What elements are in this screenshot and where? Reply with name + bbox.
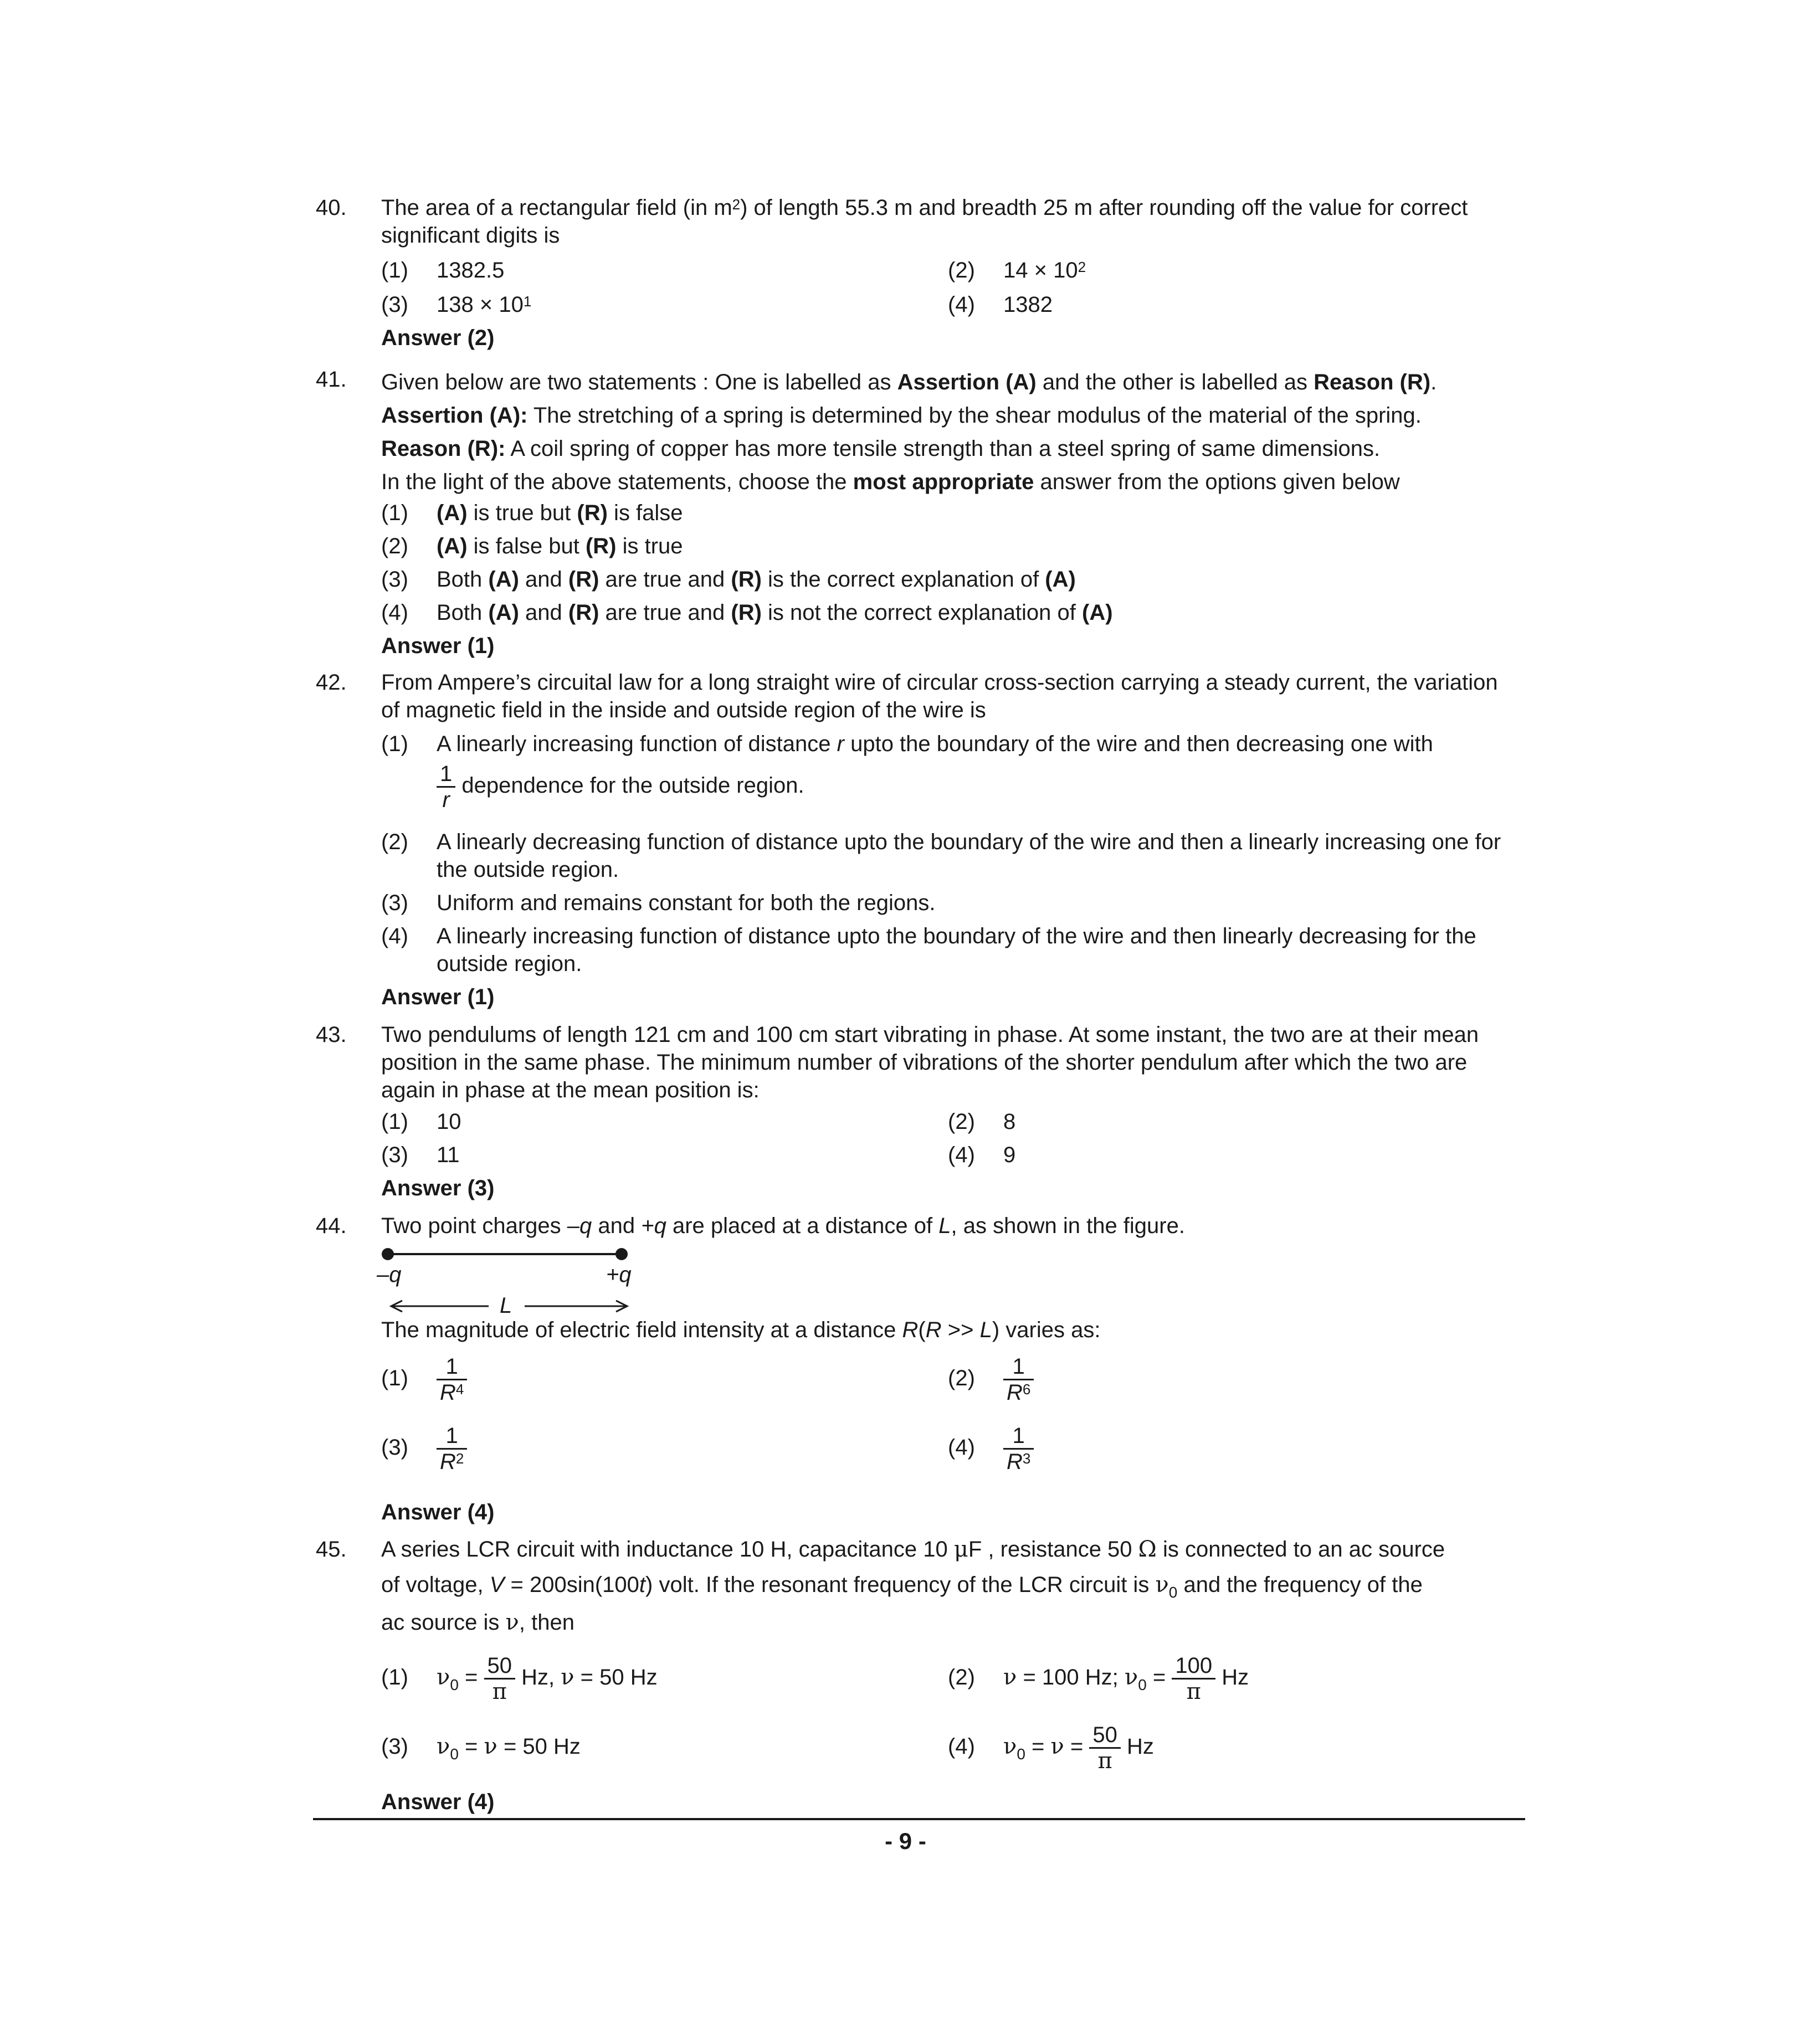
text-part: Both — [437, 567, 489, 592]
italic-var: R — [1007, 1380, 1023, 1405]
italic-var: t — [639, 1573, 646, 1597]
fraction — [1172, 1653, 1215, 1704]
question-text: From Ampere’s circuital law for a long straight wire of circular cross-section carrying a steady current, the variation of magnetic field in the inside and outside region of the wire is — [381, 670, 1498, 722]
statement-intro — [381, 366, 1522, 399]
text-part: = 50 Hz — [574, 1665, 658, 1689]
answer-label: Answer (4) — [381, 1500, 495, 1524]
assertion-label: Assertion (A): — [381, 403, 528, 428]
fraction-numerator: 1 — [1012, 1354, 1025, 1379]
text-part: A linearly increasing function of distance — [437, 732, 837, 756]
option-text: 138 × 10 — [437, 292, 524, 317]
italic-var: R — [902, 1318, 919, 1342]
instruction-line — [381, 465, 1522, 499]
bold-text: (A) — [437, 501, 468, 525]
italic-var: L — [938, 1214, 951, 1238]
option-1-continued — [381, 762, 1522, 817]
option-text: 8 — [1003, 1110, 1016, 1134]
fraction-denominator — [1003, 1379, 1034, 1405]
question-number: 45. — [316, 1537, 347, 1562]
bold-text: Assertion (A) — [897, 370, 1037, 394]
negative-charge-dot — [382, 1248, 394, 1260]
question-number: 40. — [316, 196, 347, 220]
option-number: (1) — [381, 732, 408, 756]
nu-symbol: ν — [1050, 1734, 1064, 1759]
options-row — [381, 1647, 1522, 1708]
nu-symbol: ν — [484, 1734, 497, 1759]
reason-label: Reason (R): — [381, 436, 506, 461]
text-part: is true but — [467, 501, 577, 525]
fraction — [1003, 1424, 1034, 1474]
text-part: Hz — [1215, 1665, 1249, 1689]
text-part: and — [519, 600, 568, 625]
bold-text: most appropriate — [853, 470, 1034, 494]
italic-var: +q — [641, 1214, 666, 1238]
option-number: (4) — [948, 1143, 975, 1167]
nu-symbol: ν — [1155, 1572, 1169, 1598]
option-number: (4) — [381, 924, 408, 948]
positive-charge-dot — [615, 1248, 628, 1260]
nu-symbol: ν — [561, 1665, 574, 1690]
superscript: 2 — [455, 1450, 464, 1467]
subscript: 0 — [450, 1745, 459, 1763]
bold-text: (R) — [568, 567, 599, 592]
text-line — [381, 1567, 1522, 1605]
subscript: 0 — [1168, 1584, 1178, 1601]
text-part: = — [1025, 1734, 1051, 1759]
fraction-denominator: r — [437, 786, 455, 812]
reason-text: A coil spring of copper has more tensile strength than a steel spring of same dimensions. — [505, 436, 1381, 461]
figure-label-distance: L — [500, 1293, 512, 1318]
superscript: 3 — [1022, 1450, 1031, 1467]
question-number: 41. — [316, 367, 347, 392]
option-number: (1) — [381, 258, 408, 283]
option-text: 10 — [437, 1110, 461, 1134]
option-text: 11 — [437, 1143, 460, 1167]
text-part: ( — [918, 1318, 926, 1342]
nu-symbol: ν — [1003, 1665, 1017, 1690]
fraction — [437, 1354, 467, 1405]
nu-symbol: ν — [437, 1734, 450, 1759]
text-part: answer from the options given below — [1034, 470, 1400, 494]
ohm-symbol: Ω — [1138, 1537, 1157, 1562]
text-part: is false but — [467, 534, 586, 558]
superscript: 4 — [455, 1380, 464, 1398]
fraction-denominator: π — [484, 1678, 516, 1704]
question-text — [381, 1212, 1522, 1240]
option-4 — [948, 289, 1053, 320]
text-line — [381, 1532, 1522, 1567]
text-part: are true and — [599, 567, 731, 592]
question-number: 44. — [316, 1214, 347, 1238]
text-part: is true — [616, 534, 683, 558]
option-number: (3) — [381, 1435, 408, 1460]
option-3 — [381, 1716, 581, 1779]
bold-text: (A) — [1082, 600, 1113, 625]
italic-var: R — [440, 1380, 456, 1405]
text-part: ac source is — [381, 1610, 506, 1635]
fraction-numerator: 100 — [1175, 1653, 1213, 1678]
text-part: In the light of the above statements, choose the — [381, 470, 853, 494]
fraction — [1003, 1354, 1034, 1405]
fraction-denominator — [1003, 1448, 1034, 1474]
option-text: 1382 — [1003, 292, 1053, 317]
bold-text: (A) — [437, 534, 468, 558]
fraction-denominator — [437, 1448, 467, 1474]
superscript: 2 — [732, 196, 741, 213]
answer-label: Answer (1) — [381, 634, 495, 658]
reason-line — [381, 432, 1522, 465]
text-part: = — [458, 1665, 484, 1689]
option-number: (4) — [948, 1734, 975, 1759]
option-2 — [948, 255, 1086, 286]
option-number: (1) — [381, 501, 408, 525]
fraction — [484, 1653, 516, 1704]
text-part: = 100 Hz; — [1017, 1665, 1125, 1689]
italic-var: V — [489, 1573, 505, 1597]
text-line — [381, 1605, 1522, 1640]
fraction-denominator: π — [1089, 1747, 1121, 1773]
text-part: is false — [607, 501, 683, 525]
text-part: Hz — [1120, 1734, 1154, 1759]
bold-text: (A) — [1045, 567, 1076, 592]
answer-label: Answer (4) — [381, 1790, 495, 1814]
text-part: Both — [437, 600, 489, 625]
nu-symbol: ν — [1124, 1665, 1138, 1690]
page-number: - 9 - — [885, 1828, 926, 1854]
text-part: is not the correct explanation of — [761, 600, 1083, 625]
text-part: dependence for the outside region. — [455, 773, 804, 798]
text-part: ) varies as: — [992, 1318, 1101, 1342]
bold-text: Reason (R) — [1314, 370, 1431, 394]
text-part: are true and — [599, 600, 731, 625]
option-number: (3) — [381, 292, 408, 317]
text-part: A series LCR circuit with inductance 10 H, capacitance 10 — [381, 1537, 954, 1562]
option-4 — [948, 1716, 1154, 1779]
text-part: >> — [941, 1318, 980, 1342]
text-part: are placed at a distance of — [666, 1214, 939, 1238]
option-number: (3) — [381, 891, 408, 915]
superscript: 1 — [523, 293, 532, 310]
text-part: ) of length 55.3 m and breadth 25 m after rounding off the value for correct significant digits is — [381, 196, 1468, 248]
option-text: A linearly increasing function of distance upto the boundary of the wire and then linearly decreasing for the outside region. — [437, 924, 1476, 976]
text-part: , then — [519, 1610, 574, 1635]
option-number: (4) — [948, 292, 975, 317]
option-number: (4) — [381, 600, 408, 625]
option-text: A linearly decreasing function of distance upto the boundary of the wire and then a linearly increasing one for the outside region. — [437, 830, 1501, 882]
bold-text: (R) — [731, 600, 762, 625]
fraction — [437, 762, 455, 812]
option-text: Uniform and remains constant for both the regions. — [437, 891, 936, 915]
text-part: ) volt. If the resonant frequency of the LCR circuit is — [645, 1573, 1156, 1597]
fraction-numerator: 50 — [1092, 1722, 1117, 1747]
fraction-numerator: 1 — [1012, 1423, 1025, 1448]
question-text — [381, 194, 1522, 249]
option-4 — [948, 1139, 1015, 1170]
mu-symbol: μ — [953, 1537, 968, 1562]
question-text — [381, 1532, 1522, 1640]
option-number: (4) — [948, 1435, 975, 1460]
bold-text: (A) — [488, 600, 519, 625]
question-number: 42. — [316, 670, 347, 695]
assertion-text: The stretching of a spring is determined by the shear modulus of the material of the spring. — [527, 403, 1422, 428]
footer-divider — [313, 1818, 1525, 1820]
text-part: , as shown in the figure. — [951, 1214, 1185, 1238]
option-3 — [381, 1139, 460, 1170]
fraction — [1089, 1723, 1121, 1773]
subscript: 0 — [1138, 1676, 1147, 1693]
option-number: (2) — [948, 258, 975, 283]
nu-symbol: ν — [437, 1665, 450, 1690]
fraction-numerator: 1 — [445, 1354, 458, 1379]
option-number: (1) — [381, 1665, 408, 1689]
option-1 — [381, 255, 504, 286]
figure-label-negative: –q — [377, 1262, 402, 1287]
fraction-denominator — [437, 1379, 467, 1405]
options-row — [381, 255, 1522, 286]
charge-figure — [378, 1244, 666, 1316]
text-part: = 200sin(100 — [504, 1573, 639, 1597]
text-part: The area of a rectangular field (in m — [381, 196, 732, 220]
options-row — [381, 1716, 1522, 1777]
option-text — [437, 531, 1522, 562]
bold-text: (A) — [488, 567, 519, 592]
answer-label: Answer (1) — [381, 985, 495, 1009]
text-part: and the other is labelled as — [1036, 370, 1314, 394]
option-1 — [381, 1106, 461, 1137]
answer-label: Answer (3) — [381, 1176, 495, 1200]
answer-label: Answer (2) — [381, 326, 495, 350]
options-row — [381, 1417, 1522, 1478]
text-part: = — [458, 1734, 484, 1759]
bold-text: (R) — [585, 534, 617, 558]
option-number: (3) — [381, 1143, 408, 1167]
italic-var: R — [440, 1449, 456, 1474]
option-2 — [948, 1348, 1034, 1409]
italic-var: R — [1007, 1449, 1023, 1474]
text-part: = — [1064, 1734, 1090, 1759]
italic-var: L — [979, 1318, 992, 1342]
fraction-numerator: 1 — [445, 1423, 458, 1448]
option-1 — [381, 1647, 658, 1710]
option-3 — [381, 1417, 467, 1478]
text-part: and the frequency of the — [1177, 1573, 1423, 1597]
options-row — [381, 289, 1522, 320]
option-text — [437, 497, 1522, 528]
text-part: is the correct explanation of — [761, 567, 1045, 592]
text-part: and — [519, 567, 568, 592]
question-text: Two pendulums of length 121 cm and 100 cm start vibrating in phase. At some instant, the two are at their mean position in the same phase. The minimum number of vibrations of the shorter pendulum after which the two are again in phase at the mean position is: — [381, 1023, 1479, 1102]
option-2 — [948, 1106, 1015, 1137]
text-part: upto the boundary of the wire and then decreasing one with — [844, 732, 1433, 756]
options-row — [381, 1348, 1522, 1409]
option-text: 1382.5 — [437, 258, 505, 283]
assertion-line — [381, 399, 1522, 432]
fraction-numerator: 1 — [440, 762, 453, 786]
question-number: 43. — [316, 1023, 347, 1047]
option-number: (3) — [381, 1734, 408, 1759]
nu-symbol: ν — [505, 1610, 519, 1635]
options-row — [381, 1139, 1522, 1170]
fraction — [437, 1424, 467, 1474]
option-number: (2) — [948, 1110, 975, 1134]
italic-var: –q — [567, 1214, 592, 1238]
question-subtext — [381, 1316, 1522, 1344]
text-part: The magnitude of electric field intensity at a distance — [381, 1318, 902, 1342]
option-number: (2) — [948, 1366, 975, 1390]
superscript: 6 — [1022, 1380, 1031, 1398]
bold-text: (R) — [577, 501, 608, 525]
bold-text: (R) — [731, 567, 762, 592]
text-part: = — [1146, 1665, 1172, 1689]
option-text — [437, 564, 1522, 595]
option-number: (2) — [381, 830, 408, 854]
option-text — [437, 728, 1522, 759]
text-part: Given below are two statements : One is labelled as — [381, 370, 897, 394]
text-part: . — [1430, 370, 1437, 394]
option-4 — [948, 1417, 1034, 1478]
option-number: (1) — [381, 1366, 408, 1390]
text-part: Hz, — [515, 1665, 561, 1689]
text-part: of voltage, — [381, 1573, 490, 1597]
fraction-numerator: 50 — [487, 1653, 512, 1678]
superscript: 2 — [1078, 259, 1086, 275]
figure-label-positive: +q — [606, 1262, 632, 1287]
text-part: F , resistance 50 — [968, 1537, 1138, 1562]
question-text — [381, 366, 1522, 499]
option-text: 9 — [1003, 1143, 1016, 1167]
option-number: (2) — [948, 1665, 975, 1689]
text-part: is connected to an ac source — [1156, 1537, 1445, 1562]
options-row — [381, 1106, 1522, 1137]
option-text — [437, 762, 1522, 812]
option-2 — [948, 1647, 1249, 1710]
option-1 — [381, 1348, 467, 1409]
subscript: 0 — [1017, 1745, 1025, 1763]
subscript: 0 — [450, 1676, 459, 1693]
option-number: (3) — [381, 567, 408, 592]
italic-var: r — [837, 732, 844, 756]
text-part: = 50 Hz — [497, 1734, 581, 1759]
text-part: and — [592, 1214, 642, 1238]
text-part: Two point charges — [381, 1214, 567, 1238]
bold-text: (R) — [568, 600, 599, 625]
option-text: 14 × 10 — [1003, 258, 1078, 283]
option-3 — [381, 289, 531, 320]
option-text — [437, 597, 1522, 628]
option-number: (2) — [381, 534, 408, 558]
italic-var: R — [925, 1318, 942, 1342]
fraction-denominator: π — [1172, 1678, 1215, 1704]
option-number: (1) — [381, 1110, 408, 1134]
nu-symbol: ν — [1003, 1734, 1017, 1759]
